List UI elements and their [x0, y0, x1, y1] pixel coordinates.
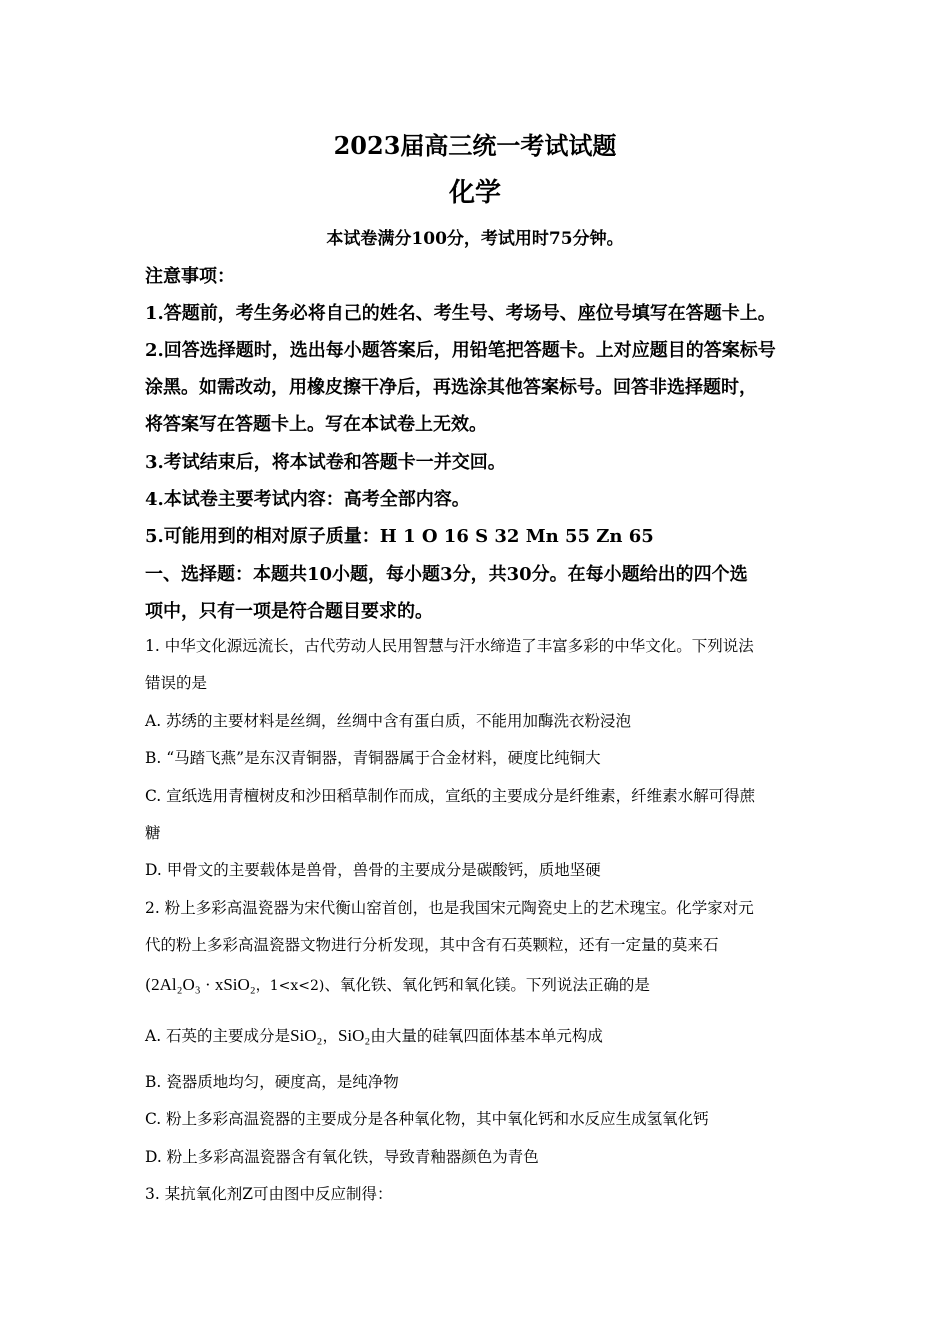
q2-a-post: 由大量的硅氧四面体基本单元构成	[370, 1027, 603, 1045]
notes-heading: 注意事项：	[145, 266, 235, 287]
subject-title: 化学	[448, 178, 501, 208]
q1-stem: 1. 中华文化源远流长，古代劳动人民用智慧与汗水缔造了丰富多彩的中华文化。下列说法	[145, 637, 754, 655]
note-item: 涂黑。如需改动，用橡皮擦干净后，再选涂其他答案标号。回答非选择题时，	[145, 377, 757, 398]
q2-stem-cont: 代的粉上多彩高温瓷器文物进行分析发现，其中含有石英颗粒，还有一定量的莫来石	[145, 936, 719, 954]
note-item: 将答案写在答题卡上。写在本试卷上无效。	[145, 414, 487, 435]
q1-option-b: B. “马踏飞燕”是东汉青铜器，青铜器属于合金材料，硬度比纯铜大	[145, 749, 601, 767]
q2-option-c: C. 粉上多彩高温瓷器的主要成分是各种氧化物，其中氧化钙和水反应生成氢氧化钙	[145, 1110, 709, 1128]
q1-stem-cont: 错误的是	[145, 674, 208, 692]
sio2-formula: SiO₂	[290, 1026, 323, 1045]
q2-stem-rest: 、氧化铁、氧化钙和氧化镁。下列说法正确的是	[324, 976, 650, 994]
q3-stem: 3. 某抗氧化剂Z可由图中反应制得：	[145, 1185, 393, 1203]
note-item: 3.考试结束后，将本试卷和答题卡一并交回。	[145, 452, 506, 473]
mullite-formula: 2Al₂O₃ · xSiO₂	[151, 975, 256, 994]
q1-option-c-cont: 糖	[145, 824, 161, 842]
q1-option-d: D. 甲骨文的主要载体是兽骨，兽骨的主要成分是碳酸钙，质地坚硬	[145, 861, 601, 879]
note-item: 5.可能用到的相对原子质量：H 1 O 16 S 32 Mn 55 Zn 65	[145, 526, 654, 547]
q2-a-mid: ，	[322, 1027, 338, 1045]
q2-option-a	[145, 1024, 810, 1046]
note-item: 2.回答选择题时，选出每小题答案后，用铅笔把答题卡。上对应题目的答案标号	[145, 340, 776, 361]
q2-stem-formula-line	[145, 973, 810, 995]
note-item: 4.本试卷主要考试内容：高考全部内容。	[145, 489, 470, 510]
q1-option-c: C. 宣纸选用青檀树皮和沙田稻草制作而成，宣纸的主要成分是纤维素，纤维素水解可得蔗	[145, 787, 756, 805]
q2-stem: 2. 粉上多彩高温瓷器为宋代衡山窑首创，也是我国宋元陶瓷史上的艺术瑰宝。化学家对元	[145, 899, 754, 917]
x-range: ，1<x<2)	[255, 978, 325, 994]
q2-option-d: D. 粉上多彩高温瓷器含有氧化铁，导致青釉器颜色为青色	[145, 1148, 539, 1166]
exam-info: 本试卷满分100分，考试用时75分钟。	[326, 229, 624, 249]
paren-open: (	[145, 976, 152, 994]
q2-option-b: B. 瓷器质地均匀，硬度高，是纯净物	[145, 1073, 399, 1091]
section-heading: 一、选择题：本题共10小题，每小题3分，共30分。在每小题给出的四个选	[145, 564, 748, 585]
sio2-formula: SiO₂	[337, 1026, 371, 1045]
section-heading-cont: 项中，只有一项是符合题目要求的。	[145, 601, 433, 622]
q2-a-pre: A. 石英的主要成分是	[145, 1027, 291, 1045]
q1-option-a: A. 苏绣的主要材料是丝绸，丝绸中含有蛋白质，不能用加酶洗衣粉浸泡	[145, 712, 632, 730]
exam-title: 2023届高三统一考试试题	[333, 131, 617, 160]
note-item: 1.答题前，考生务必将自己的姓名、考生号、考场号、座位号填写在答题卡上。	[145, 303, 776, 324]
